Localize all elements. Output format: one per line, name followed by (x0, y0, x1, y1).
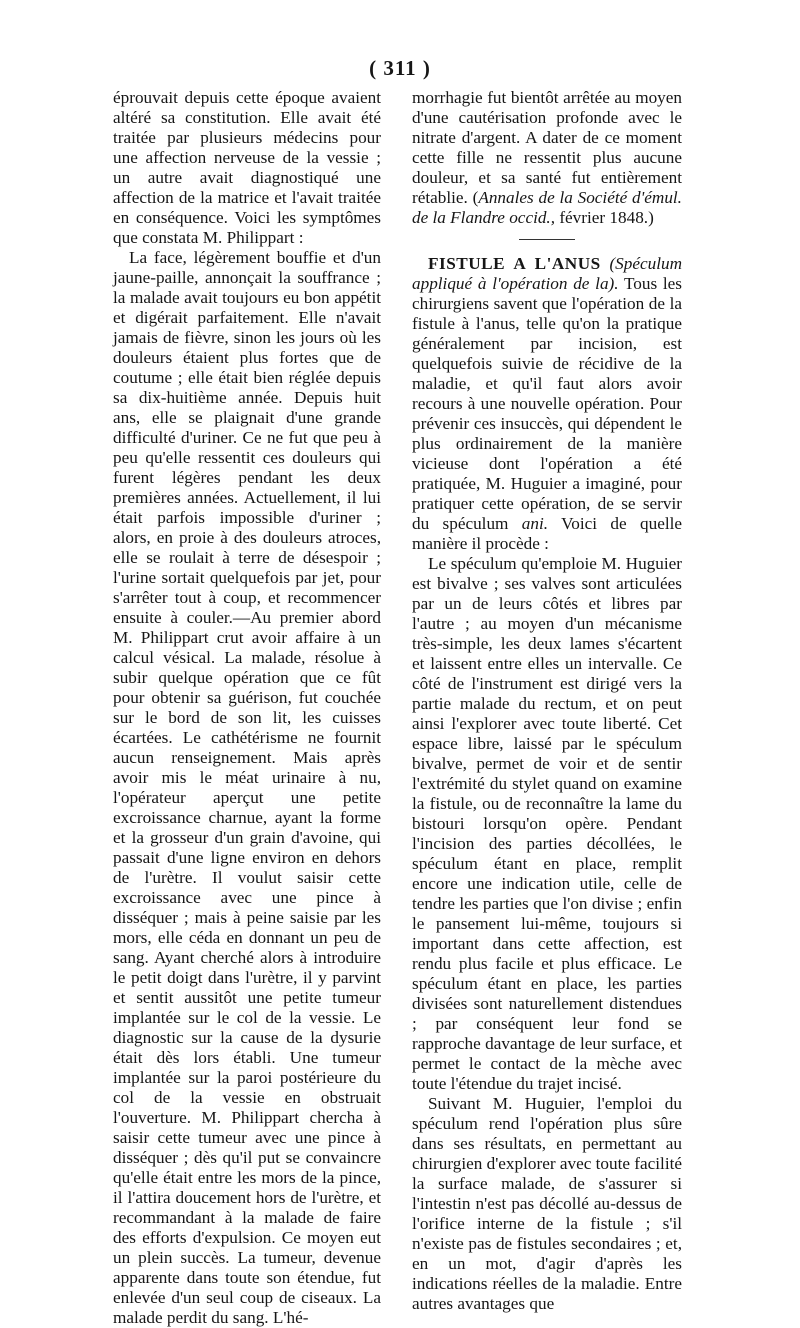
paragraph-case-description: La face, légèrement bouffie et d'un jaune-paille, annonçait la souffrance ; la malade avait toujours eu bon appétit et digérait parfaitement. Elle n'avait jamais de fièvre, sinon les jours où les douleurs étaient plus fortes que de coutume ; elle était bien réglée depuis sa dix-huitième année. Depuis huit ans, elle se plaignait d'une grande difficulté d'uriner. Ce ne fut que peu à peu qu'elle ressentit ces douleurs qui furent légères pendant les deux premières années. Actuellement, il lui était parfois impossible d'uriner ; alors, en proie à des douleurs atroces, elle se roulait à terre de désespoir ; l'urine sortait quelquefois par jet, pour s'arrêter tout à coup, et recommencer ensuite à couler.—Au premier abord M. Philippart crut avoir affaire à un calcul vésical. La malade, résolue à subir quelque opération que ce fût pour obtenir sa guérison, fut couchée sur le bord de son lit, les cuisses écartées. Le cathétérisme ne fournit aucun renseignement. Mais après avoir mis le méat urinaire à nu, l'opérateur aperçut une petite excroissance charnue, ayant la forme et la grosseur d'un grain d'avoine, qui passait d'une ligne environ en dehors de l'urètre. Il voulut saisir cette excroissance avec une pince à disséquer ; mais à peine saisie par les mors, elle céda en donnant un peu de sang. Ayant cherché alors à introduire le petit doigt dans l'urètre, il y parvint et sentit aussitôt une petite tumeur implantée sur le col de la vessie. Le diagnostic sur la cause de la dysurie était dès lors établi. Une tumeur implantée sur la paroi postérieure du col de la vessie en obstruait l'ouverture. M. Philippart chercha à saisir cette tumeur avec une pince à disséquer ; dès qu'il put se convaincre qu'elle était entre les mors de la pince, il l'attira doucement hors de l'urètre, et recommandant à la malade de faire des efforts d'expulsion. Ce moyen eut un plein succès. La tumeur, devenue apparente dans toute son étendue, fut enlevée d'un seul coup de ciseaux. La malade perdit du sang. L'hé- (113, 248, 381, 1327)
paragraph-advantages: Suivant M. Huguier, l'emploi du spéculum rend l'opération plus sûre dans ses résultats, en permettant au chirurgien d'explorer avec toute facilité la surface malade, de s'assurer si l'intestin n'est pas décollé au-dessus de l'orifice interne de la fistule ; s'il n'existe pas de fistules secondaires ; et, en un mot, d'agir d'après les indications réelles de la maladie. Entre autres avantages que (412, 1094, 683, 1313)
paragraph-speculum: Le spéculum qu'emploie M. Huguier est bivalve ; ses valves sont articulées par un de leurs côtés et libres par l'autre ; au moyen d'un mécanisme très-simple, les deux lames s'écartent et laissent entre elles un intervalle. Ce côté de l'instrument est dirigé vers la partie malade du rectum, et on peut ainsi l'explorer avec toute liberté. Cet espace libre, laissé par le spéculum bivalve, permet de voir et de sentir l'extrémité du stylet quand on examine la fistule, ou de reconnaître la lame du bistouri lorsqu'on opère. Pendant l'incision des parties décollées, le spéculum étant en place, remplit encore une indication utile, celle de tendre les parties que l'on divise ; enfin le pansement lui-même, toujours si important dans cette affection, est rendu plus facile et plus efficace. Le spéculum étant en place, les parties divisées sont naturellement distendues ; par conséquent leur fond se rapproche davantage de leur surface, et permet le contact de la mèche avec toute l'étendue du trajet incisé. (412, 554, 682, 1093)
latin-term: ani. (521, 514, 549, 533)
journal-citation: Annales de la Société d'émul. de la Flandre occid., (412, 188, 682, 227)
section-subheading: (Spéculum appliqué à l'opération de la). (412, 254, 682, 293)
section-intro-end: Voici de quelle manière il procède : (412, 514, 682, 553)
right-column (412, 88, 682, 1314)
paragraph-case-conclusion (412, 88, 682, 228)
section-heading: FISTULE A L'ANUS (428, 254, 601, 273)
conclusion-text: morrhagie fut bientôt arrêtée au moyen d'une cautérisation profonde avec le nitrate d'argent. A dater de ce moment cette fille ne ressentit plus aucune douleur, et sa santé fut entièrement rétablie. ( (412, 88, 682, 207)
left-column (113, 88, 381, 1328)
section-intro-text: Tous les chirurgiens savent que l'opération de la fistule à l'anus, telle qu'on la pratique généralement par incision, est quelquefois suivie de récidive de la maladie, et qu'il faut alors avoir recours à une nouvelle opération. Pour prévenir ces insuccès, qui dépendent le plus ordinairement de la manière vicieuse dont l'opération a été pratiquée, M. Huguier a imaginé, pour pratiquer cette opération, de se servir du spéculum (412, 274, 682, 533)
section-fistula (412, 254, 682, 554)
page-number: ( 311 ) (369, 56, 431, 80)
section-divider (519, 239, 575, 240)
paragraph-continued: éprouvait depuis cette époque avaient altéré sa constitution. Elle avait été traitée par plusieurs médecins pour une affection nerveuse de la vessie ; un autre avait diagnostiqué une affection de la matrice et l'avait traitée en conséquence. Voici les symptômes que constata M. Philippart : (113, 88, 381, 247)
citation-date: février 1848.) (555, 208, 654, 227)
